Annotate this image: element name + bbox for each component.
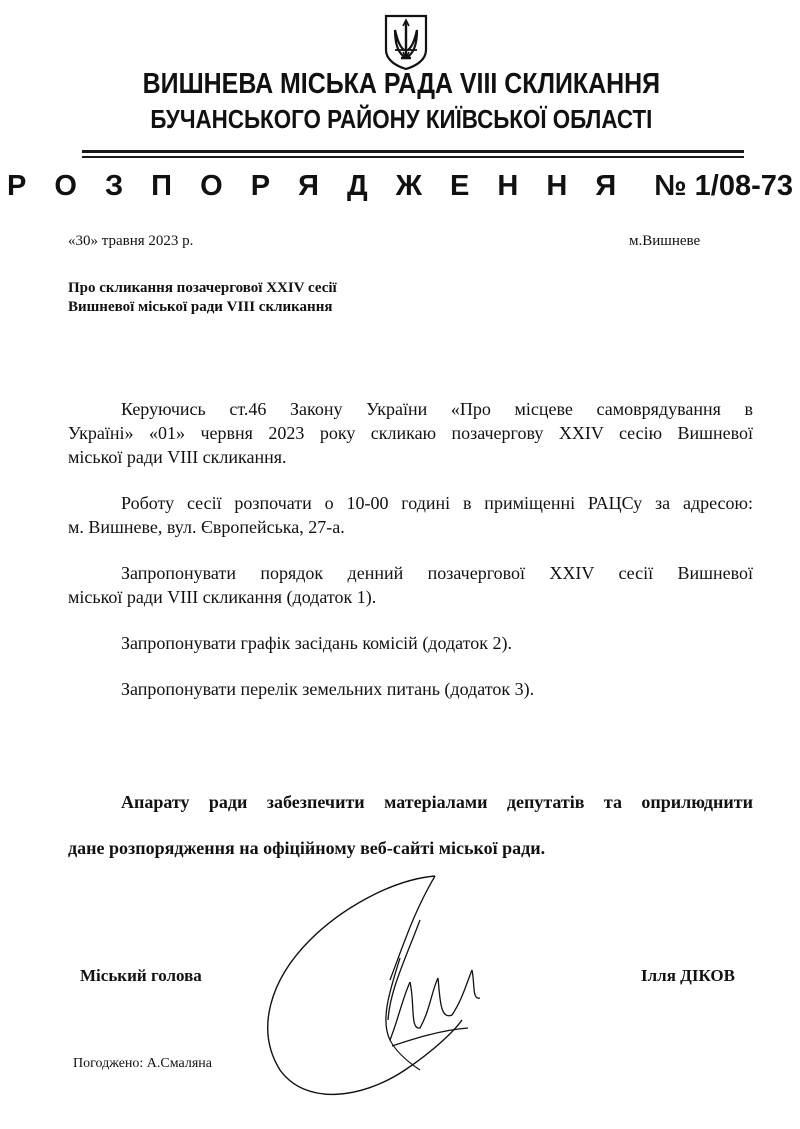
header-rule-top — [82, 150, 744, 153]
agreed-by: Погоджено: А.Смаляна — [73, 1056, 212, 1071]
subject-line2: Вишневої міської ради VIII скликання — [68, 299, 333, 315]
org-title-line1: ВИШНЕВА МІСЬКА РАДА VIII СКЛИКАННЯ — [142, 68, 661, 100]
signatory-name: Ілля ДІКОВ — [641, 966, 735, 985]
decree-title: Р О З П О Р Я Д Ж Е Н Н Я — [6, 170, 627, 202]
paragraph-1-line1: Керуючись ст.46 Закону України «Про місцеве самоврядування в — [121, 399, 753, 419]
paragraph-2-line1: Роботу сесії розпочати о 10-00 годині в приміщенні РАЦСу за адресою: — [121, 493, 753, 513]
paragraph-2-line2: м. Вишневе, вул. Європейська, 27-а. — [68, 517, 345, 537]
paragraph-5: Запропонувати перелік земельних питань (додаток 3). — [121, 679, 535, 699]
org-title-line2: БУЧАНСЬКОГО РАЙОНУ КИЇВСЬКОЇ ОБЛАСТІ — [150, 104, 653, 134]
signatory-position: Міський голова — [80, 966, 202, 985]
subject-line1: Про скликання позачергової XXIV сесії — [68, 280, 337, 296]
header-rule-bottom — [82, 156, 744, 158]
decree-place: м.Вишневе — [629, 233, 701, 249]
instruction-line2: дане розпорядження на офіційному веб-сайті міської ради. — [68, 838, 546, 858]
decree-heading — [0, 170, 800, 203]
instruction-line1: Апарату ради забезпечити матеріалами депутатів та оприлюднити — [121, 792, 753, 812]
decree-number: № 1/08-73 — [654, 170, 794, 202]
paragraph-1-line2: Україні» «01» червня 2023 року скликаю позачергову XXIV сесію Вишневої — [68, 423, 753, 443]
paragraph-3-line2: міської ради VIII скликання (додаток 1). — [68, 587, 377, 607]
paragraph-3-line1: Запропонувати порядок денний позачергової XXIV сесії Вишневої — [121, 563, 753, 583]
trident-coat-of-arms-icon — [383, 14, 429, 70]
decree-date: «30» травня 2023 р. — [68, 233, 194, 249]
paragraph-4: Запропонувати графік засідань комісій (додаток 2). — [121, 633, 512, 653]
handwritten-signature-icon — [240, 870, 510, 1110]
paragraph-1-line3: міської ради VIII скликання. — [68, 447, 287, 467]
